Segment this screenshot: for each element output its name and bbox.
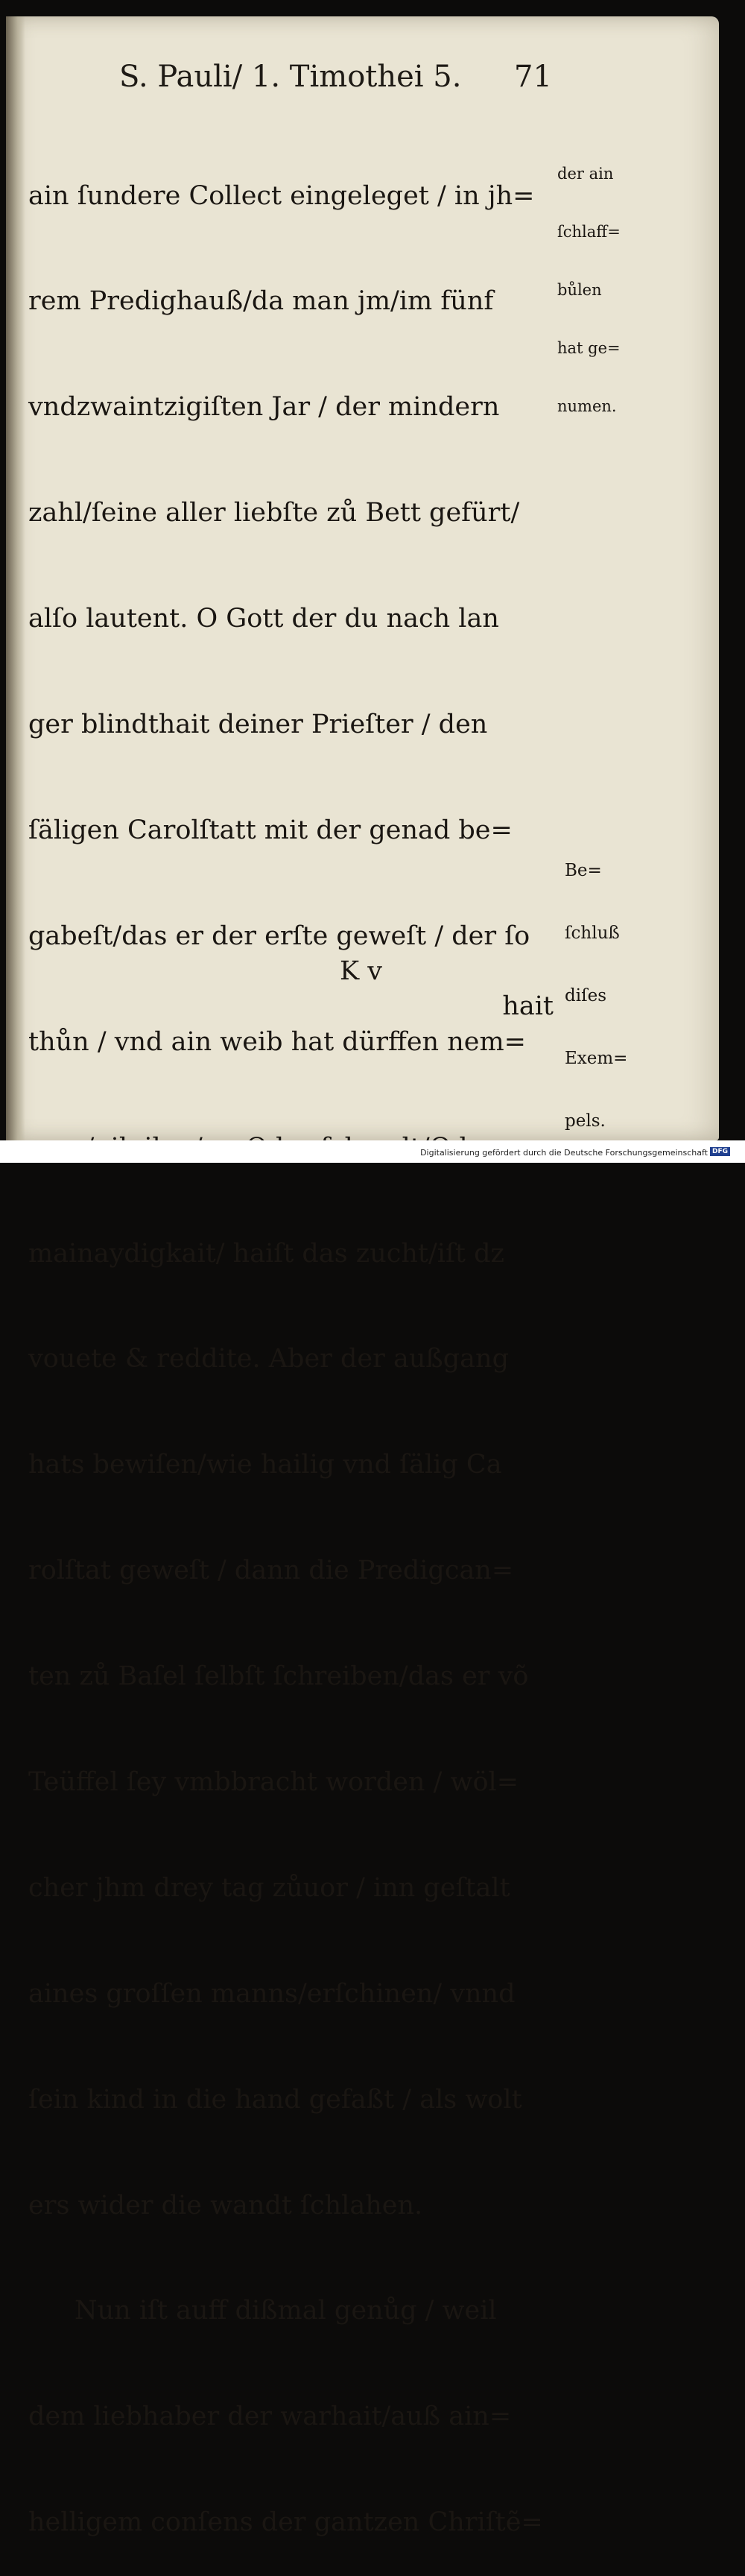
text-line: Nun iſt auff dißmal genůg / weil: [74, 2296, 497, 2326]
marginal-line: ſchluß: [565, 924, 620, 943]
text-line: ers wider die wandt ſchlahen.: [28, 2190, 423, 2220]
signature-mark: K v: [340, 956, 383, 986]
page-number: 71: [514, 60, 552, 94]
marginal-line: Exem=: [565, 1049, 628, 1068]
page-gutter: [6, 16, 25, 1140]
text-line: thůn / vnd ain weib hat dürffen nem=: [28, 1026, 526, 1057]
marginal-line: ſchlaff=: [557, 223, 621, 241]
marginal-note-1: [557, 125, 621, 435]
marginal-line: der ain: [557, 165, 614, 183]
marginal-line: bůlen: [557, 281, 602, 299]
text-line: ſäligen Carolſtatt mit der genad be=: [28, 815, 513, 845]
text-line: alſo lautent. O Gott der du nach lan: [28, 604, 499, 634]
text-line: zahl/ſeine aller liebſte zů Bett gefürt/: [28, 498, 520, 528]
text-line: vndzwaintzigiſten Jar / der mindern: [28, 392, 500, 423]
text-line: vouete & reddite. Aber der außgang: [28, 1344, 509, 1374]
running-header: [119, 60, 551, 94]
text-line: gabeſt/das er der erſte geweſt / der ſo: [28, 921, 530, 951]
marginal-line: pels.: [565, 1111, 606, 1131]
text-line: ten zů Baſel ſelbſt ſchreiben/das er võ: [28, 1661, 529, 1692]
text-line: helligem conſens der gantzen Chriſtẽ=: [28, 2507, 543, 2538]
text-line: rem Predighauß/da man jm/im fünf: [28, 286, 494, 317]
text-line: ſein kind in die hand gefaßt / als wolt: [28, 2084, 522, 2115]
marginal-note-2: [565, 818, 627, 1152]
marginal-line: Be=: [565, 861, 602, 880]
text-line: Teüffel ſey vmbbracht worden / wöl=: [28, 1767, 519, 1797]
text-line: ain ſundere Collect eingeleget / in jh=: [28, 180, 535, 211]
marginal-line: numen.: [557, 397, 617, 415]
text-line: ger blindthait deiner Prieſter / den: [28, 710, 488, 740]
dfg-logo: DFG: [710, 1147, 730, 1156]
text-line: aines groſſen manns/erſchinen/ vnnd: [28, 1978, 516, 2009]
funding-credit: Digitalisierung gefördert durch die Deutsche Forschungsgemeinschaft: [420, 1148, 708, 1158]
text-line: dem liebhaber der warhait/auß ain=: [28, 2402, 512, 2432]
text-line: hats bewiſen/wie hailig vnd ſälig Ca: [28, 1450, 502, 1480]
main-text-block: [28, 108, 554, 2576]
marginal-line: hat ge=: [557, 339, 621, 357]
text-line: mainaydigkait/ haiſt das zucht/iſt dz: [28, 1238, 504, 1269]
text-line: cher jhm drey tag zůuor / inn geſtalt: [28, 1872, 510, 1903]
marginal-line: diſes: [565, 986, 607, 1006]
catchword: hait: [502, 991, 554, 1021]
signature-line: [28, 919, 554, 1024]
text-line: rolſtat geweſt / dann die Predigcan=: [28, 1556, 514, 1586]
header-title: S. Pauli/ 1. Timothei 5.: [119, 60, 462, 94]
